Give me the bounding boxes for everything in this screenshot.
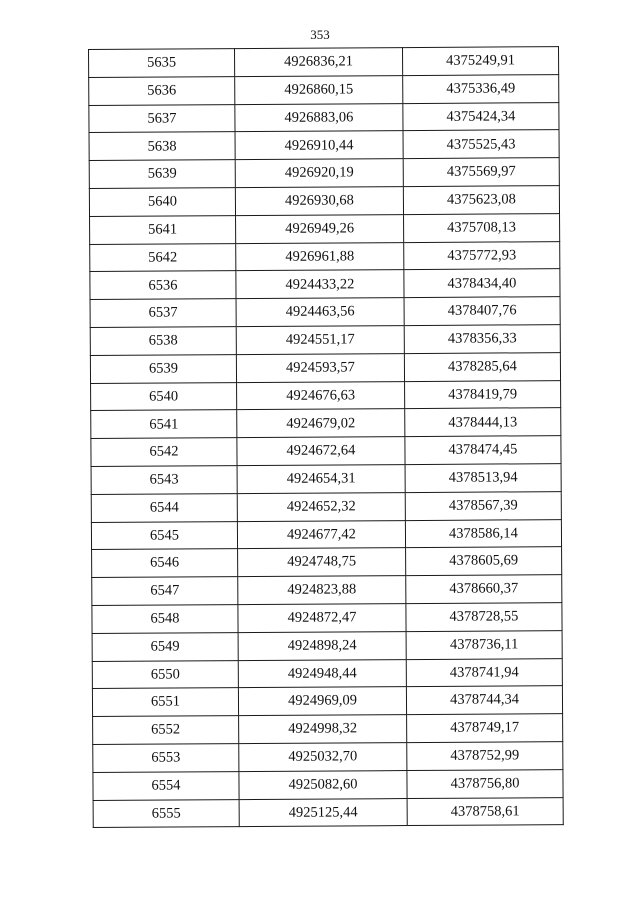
x-coordinate-cell: 4925032,70 <box>239 742 407 771</box>
x-coordinate-cell: 4924672,64 <box>237 437 405 466</box>
table-row <box>93 714 563 745</box>
y-coordinate-cell: 4378749,17 <box>407 714 563 743</box>
x-coordinate-cell: 4926910,44 <box>235 131 403 160</box>
point-number-cell: 6544 <box>91 493 237 522</box>
x-coordinate-cell: 4924551,17 <box>236 326 404 355</box>
table-row <box>93 769 563 800</box>
x-coordinate-cell: 4926949,26 <box>236 214 404 243</box>
point-number-cell: 6554 <box>93 771 239 800</box>
point-number-cell: 6539 <box>90 354 236 383</box>
x-coordinate-cell: 4925082,60 <box>239 770 407 799</box>
x-coordinate-cell: 4926883,06 <box>235 103 403 132</box>
x-coordinate-cell: 4926930,68 <box>235 187 403 216</box>
y-coordinate-cell: 4378741,94 <box>406 658 562 687</box>
table-row <box>91 519 561 550</box>
table-row <box>89 47 559 78</box>
point-number-cell: 6547 <box>92 577 238 606</box>
table-row <box>91 464 561 495</box>
x-coordinate-cell: 4924998,32 <box>239 715 407 744</box>
table-row <box>90 213 560 244</box>
x-coordinate-cell: 4924677,42 <box>237 520 405 549</box>
x-coordinate-cell: 4924872,47 <box>238 604 406 633</box>
table-row <box>90 269 560 300</box>
x-coordinate-cell: 4926836,21 <box>235 48 403 77</box>
point-number-cell: 5637 <box>89 104 235 133</box>
point-number-cell: 6548 <box>92 605 238 634</box>
point-number-cell: 6542 <box>91 438 237 467</box>
y-coordinate-cell: 4378758,61 <box>407 797 563 826</box>
x-coordinate-cell: 4924654,31 <box>237 465 405 494</box>
y-coordinate-cell: 4375525,43 <box>403 130 559 159</box>
x-coordinate-cell: 4924823,88 <box>238 576 406 605</box>
point-number-cell: 5639 <box>89 160 235 189</box>
y-coordinate-cell: 4375249,91 <box>402 47 558 76</box>
x-coordinate-cell: 4925125,44 <box>239 798 407 827</box>
y-coordinate-cell: 4378736,11 <box>406 630 562 659</box>
point-number-cell: 5638 <box>89 132 235 161</box>
y-coordinate-cell: 4378474,45 <box>405 436 561 465</box>
coordinates-table-body <box>89 47 564 828</box>
x-coordinate-cell: 4924593,57 <box>236 353 404 382</box>
table-row <box>92 547 562 578</box>
table-row <box>92 575 562 606</box>
point-number-cell: 6552 <box>93 716 239 745</box>
point-number-cell: 5636 <box>89 76 235 105</box>
y-coordinate-cell: 4378660,37 <box>406 575 562 604</box>
table-row <box>91 408 561 439</box>
x-coordinate-cell: 4924898,24 <box>238 631 406 660</box>
point-number-cell: 6551 <box>92 688 238 717</box>
x-coordinate-cell: 4926961,88 <box>236 242 404 271</box>
table-row <box>89 130 559 161</box>
x-coordinate-cell: 4924676,63 <box>237 381 405 410</box>
y-coordinate-cell: 4375424,34 <box>403 102 559 131</box>
y-coordinate-cell: 4375708,13 <box>404 213 560 242</box>
x-coordinate-cell: 4924748,75 <box>238 548 406 577</box>
point-number-cell: 6550 <box>92 660 238 689</box>
y-coordinate-cell: 4378586,14 <box>405 519 561 548</box>
table-row <box>91 380 561 411</box>
point-number-cell: 6543 <box>91 466 237 495</box>
point-number-cell: 5642 <box>90 243 236 272</box>
table-row <box>89 74 559 105</box>
y-coordinate-cell: 4378728,55 <box>406 603 562 632</box>
page-number: 353 <box>310 27 330 42</box>
table-row <box>89 158 559 189</box>
y-coordinate-cell: 4378419,79 <box>405 380 561 409</box>
x-coordinate-cell: 4926860,15 <box>235 75 403 104</box>
table-row <box>90 352 560 383</box>
table-row <box>89 186 559 217</box>
x-coordinate-cell: 4924463,56 <box>236 298 404 327</box>
y-coordinate-cell: 4378356,33 <box>404 325 560 354</box>
y-coordinate-cell: 4378605,69 <box>406 547 562 576</box>
point-number-cell: 5641 <box>90 215 236 244</box>
table-row <box>91 436 561 467</box>
table-row <box>92 603 562 634</box>
y-coordinate-cell: 4378285,64 <box>404 352 560 381</box>
point-number-cell: 6540 <box>91 382 237 411</box>
table-row <box>93 742 563 773</box>
x-coordinate-cell: 4924433,22 <box>236 270 404 299</box>
y-coordinate-cell: 4378756,80 <box>407 769 563 798</box>
coordinates-table <box>88 46 564 828</box>
x-coordinate-cell: 4924679,02 <box>237 409 405 438</box>
coordinates-table-container <box>88 46 563 828</box>
y-coordinate-cell: 4378407,76 <box>404 297 560 326</box>
x-coordinate-cell: 4924948,44 <box>238 659 406 688</box>
y-coordinate-cell: 4375623,08 <box>403 186 559 215</box>
point-number-cell: 6538 <box>90 327 236 356</box>
y-coordinate-cell: 4378567,39 <box>405 491 561 520</box>
point-number-cell: 6546 <box>92 549 238 578</box>
table-row <box>90 297 560 328</box>
table-row <box>89 102 559 133</box>
point-number-cell: 6541 <box>91 410 237 439</box>
y-coordinate-cell: 4375772,93 <box>404 241 560 270</box>
x-coordinate-cell: 4926920,19 <box>235 159 403 188</box>
point-number-cell: 6545 <box>91 521 237 550</box>
table-row <box>90 241 560 272</box>
point-number-cell: 6555 <box>93 799 239 828</box>
y-coordinate-cell: 4378744,34 <box>406 686 562 715</box>
y-coordinate-cell: 4378434,40 <box>404 269 560 298</box>
point-number-cell: 6553 <box>93 744 239 773</box>
y-coordinate-cell: 4375336,49 <box>403 74 559 103</box>
point-number-cell: 6536 <box>90 271 236 300</box>
table-row <box>91 491 561 522</box>
x-coordinate-cell: 4924652,32 <box>237 492 405 521</box>
point-number-cell: 5640 <box>89 188 235 217</box>
table-row <box>92 630 562 661</box>
table-row <box>92 658 562 689</box>
table-row <box>93 797 563 828</box>
point-number-cell: 5635 <box>89 49 235 78</box>
y-coordinate-cell: 4378444,13 <box>405 408 561 437</box>
y-coordinate-cell: 4378752,99 <box>407 742 563 771</box>
table-row <box>90 325 560 356</box>
table-row <box>92 686 562 717</box>
point-number-cell: 6537 <box>90 299 236 328</box>
x-coordinate-cell: 4924969,09 <box>238 687 406 716</box>
point-number-cell: 6549 <box>92 632 238 661</box>
y-coordinate-cell: 4378513,94 <box>405 464 561 493</box>
y-coordinate-cell: 4375569,97 <box>403 158 559 187</box>
